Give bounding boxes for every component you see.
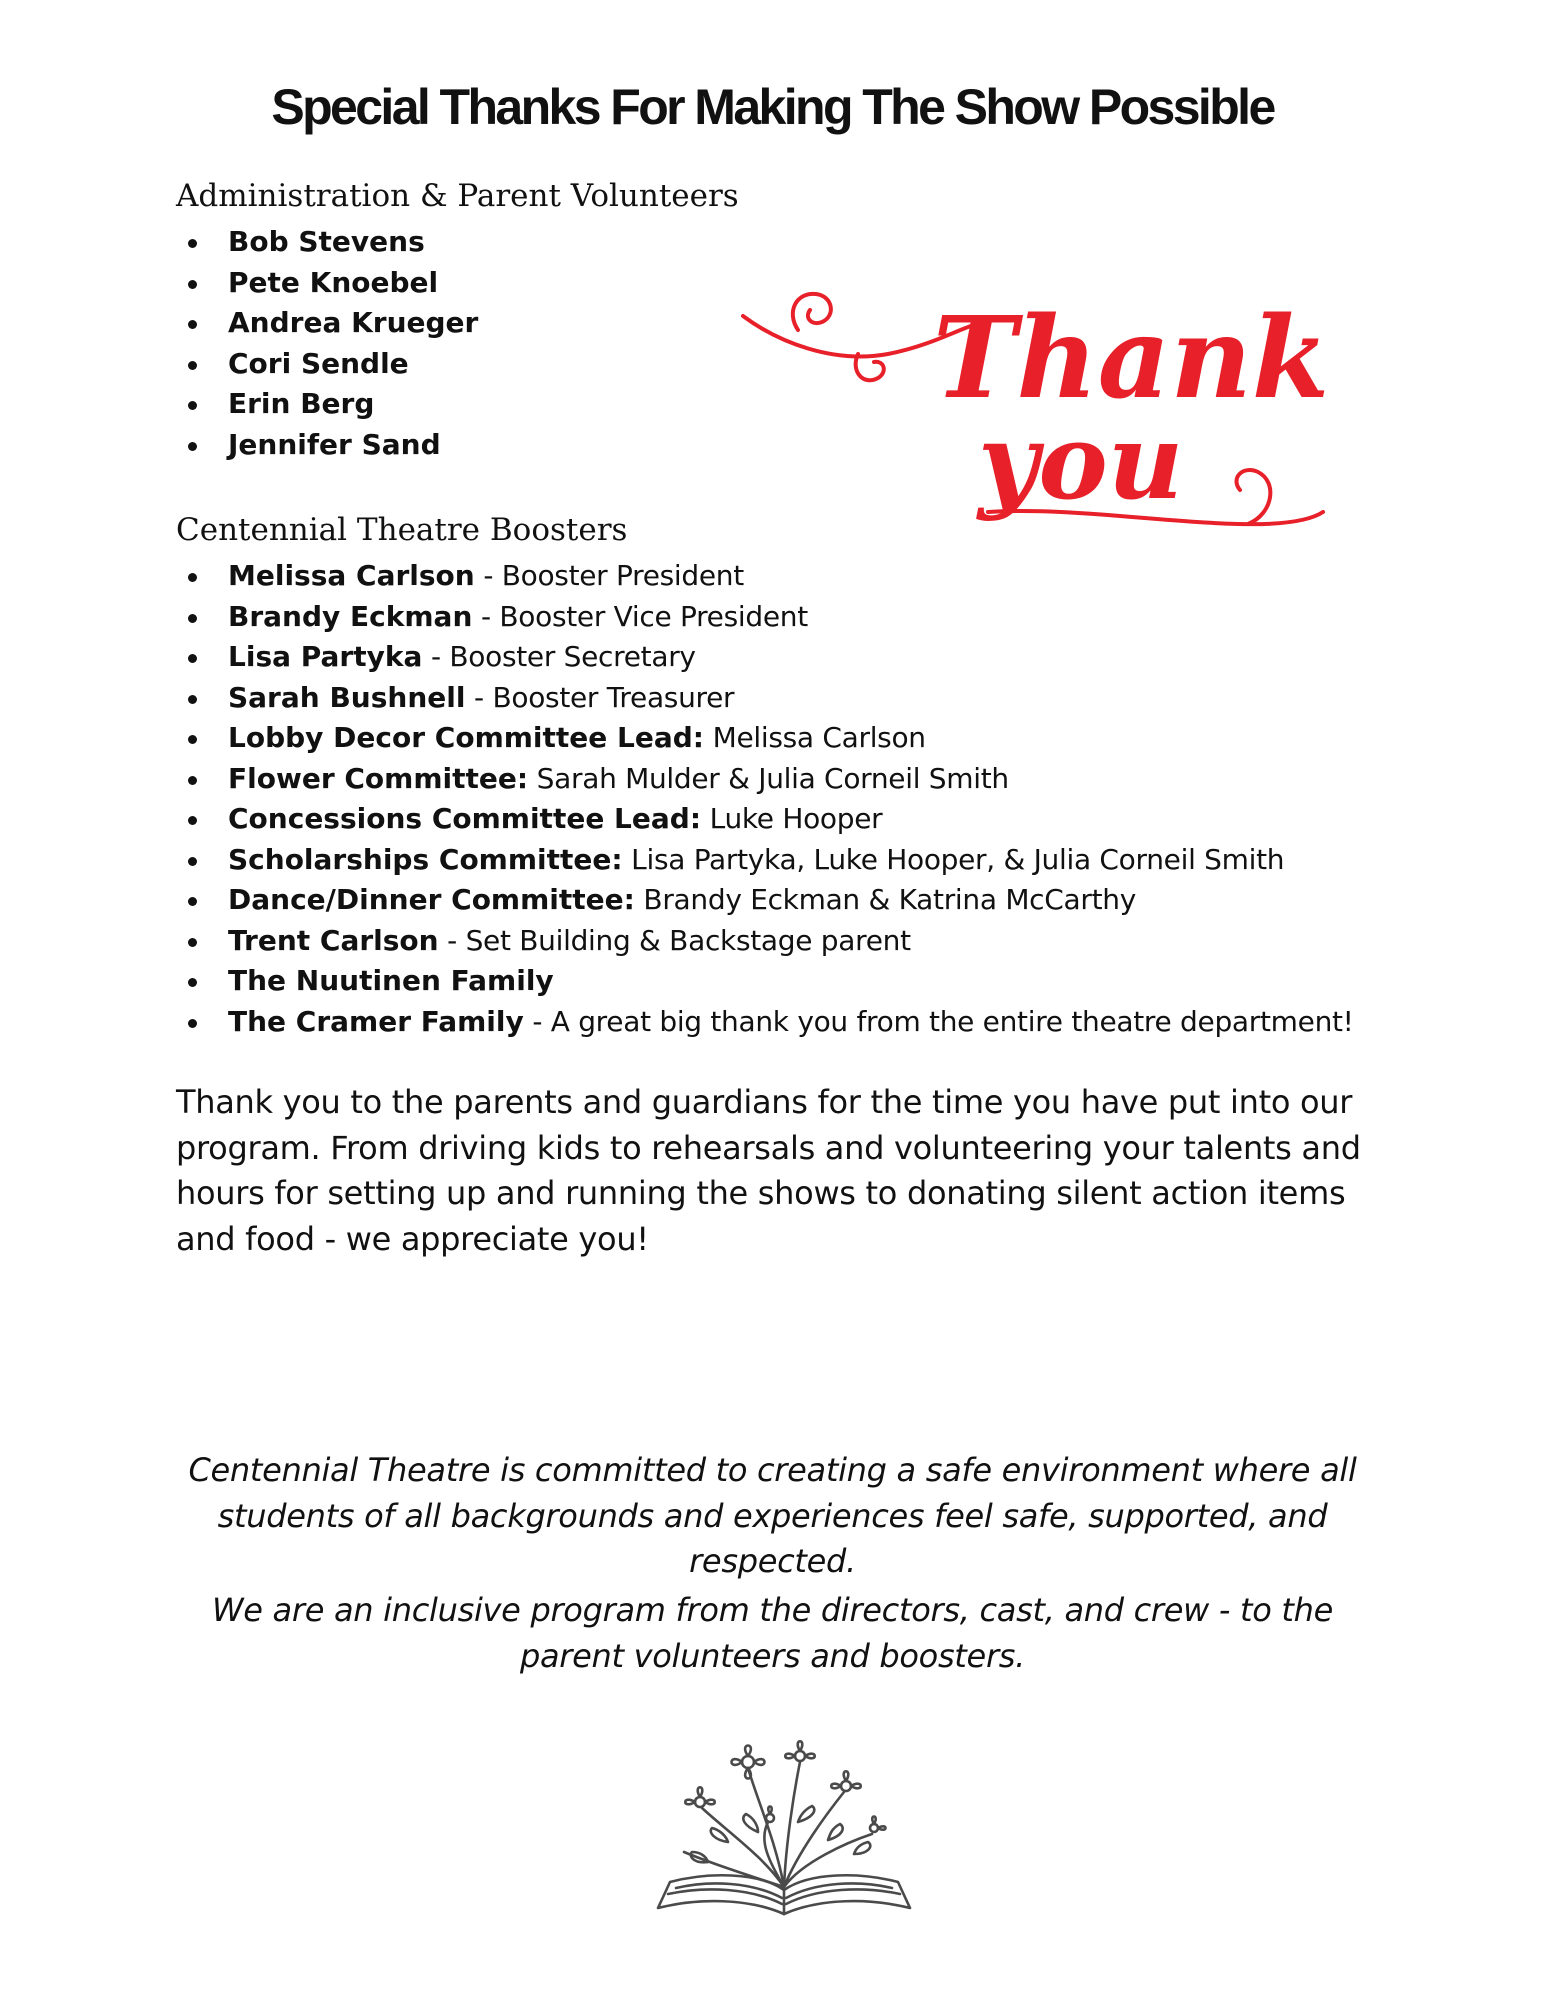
you-text: you bbox=[978, 400, 1184, 523]
volunteer-name: Bob Stevens bbox=[228, 225, 425, 258]
list-item bbox=[176, 556, 1354, 597]
safe-environment-statement: Centennial Theatre is committed to creating a safe environment where all students of all backgrounds and experiences feel safe, supported, and respected. bbox=[188, 1451, 1357, 1580]
thank-you-graphic bbox=[738, 272, 1330, 534]
booster-name: Flower Committee: bbox=[228, 761, 529, 795]
booster-role: - A great big thank you from the entire theatre department! bbox=[523, 1004, 1354, 1038]
booster-name: Dance/Dinner Committee: bbox=[228, 883, 635, 916]
volunteer-name: Andrea Krueger bbox=[228, 306, 479, 339]
volunteer-name: Pete Knoebel bbox=[228, 265, 439, 299]
admin-volunteers-list bbox=[176, 222, 478, 465]
list-item bbox=[176, 840, 1354, 881]
booster-role: Brandy Eckman & Katrina McCarthy bbox=[634, 883, 1136, 916]
booster-name: Sarah Bushnell bbox=[228, 680, 466, 714]
booster-name: The Nuutinen Family bbox=[228, 964, 554, 997]
list-item bbox=[176, 880, 1354, 921]
list-item bbox=[176, 222, 478, 263]
list-item bbox=[176, 303, 478, 344]
booster-role: - Booster Treasurer bbox=[465, 680, 735, 714]
booster-name: Lobby Decor Committee Lead: bbox=[228, 721, 704, 754]
volunteer-name: Jennifer Sand bbox=[228, 427, 441, 461]
list-item bbox=[176, 597, 1354, 638]
booster-name: Trent Carlson bbox=[228, 923, 439, 957]
page-title: Special Thanks For Making The Show Possible bbox=[271, 79, 1274, 135]
booster-role: Luke Hooper bbox=[701, 802, 883, 835]
list-item bbox=[176, 921, 1354, 962]
booster-role: Melissa Carlson bbox=[704, 721, 926, 754]
list-item bbox=[176, 1002, 1354, 1043]
list-item bbox=[176, 384, 478, 425]
booster-name: Melissa Carlson bbox=[228, 559, 475, 592]
booster-name: Scholarships Committee: bbox=[228, 842, 623, 876]
list-item bbox=[176, 799, 1354, 840]
list-item bbox=[176, 344, 478, 385]
booster-name: Concessions Committee Lead: bbox=[228, 802, 702, 835]
booster-role: - Booster Secretary bbox=[422, 640, 696, 673]
volunteer-name: Erin Berg bbox=[228, 387, 375, 420]
booster-name: Lisa Partyka bbox=[228, 640, 423, 673]
parents-thanks-paragraph: Thank you to the parents and guardians for the time you have put into our program. From driving kids to rehearsals and volunteering your talents and hours for setting up and running the shows to donating silent action items and food - we appreciate you! bbox=[176, 1083, 1361, 1258]
list-item bbox=[176, 425, 478, 466]
booster-role: - Booster Vice President bbox=[472, 599, 808, 633]
list-item bbox=[176, 718, 1354, 759]
boosters-list bbox=[176, 556, 1354, 1042]
open-book-flowers-icon bbox=[648, 1722, 920, 1922]
list-item bbox=[176, 759, 1354, 800]
list-item bbox=[176, 263, 478, 304]
volunteer-name: Cori Sendle bbox=[228, 346, 409, 380]
list-item bbox=[176, 961, 1354, 1002]
booster-role: Sarah Mulder & Julia Corneil Smith bbox=[528, 761, 1009, 795]
list-item bbox=[176, 678, 1354, 719]
booster-role: - Set Building & Backstage parent bbox=[438, 923, 911, 957]
booster-name: The Cramer Family bbox=[228, 1004, 524, 1038]
boosters-heading: Centennial Theatre Boosters bbox=[176, 512, 628, 548]
booster-role: - Booster President bbox=[474, 559, 744, 592]
list-item bbox=[176, 637, 1354, 678]
thank-text: Thank bbox=[933, 293, 1330, 424]
inclusive-program-statement: We are an inclusive program from the directors, cast, and crew - to the parent volunteers and boosters. bbox=[211, 1591, 1334, 1675]
admin-volunteers-heading: Administration & Parent Volunteers bbox=[176, 178, 739, 214]
booster-role: Lisa Partyka, Luke Hooper, & Julia Corneil Smith bbox=[622, 842, 1285, 876]
booster-name: Brandy Eckman bbox=[228, 599, 473, 633]
